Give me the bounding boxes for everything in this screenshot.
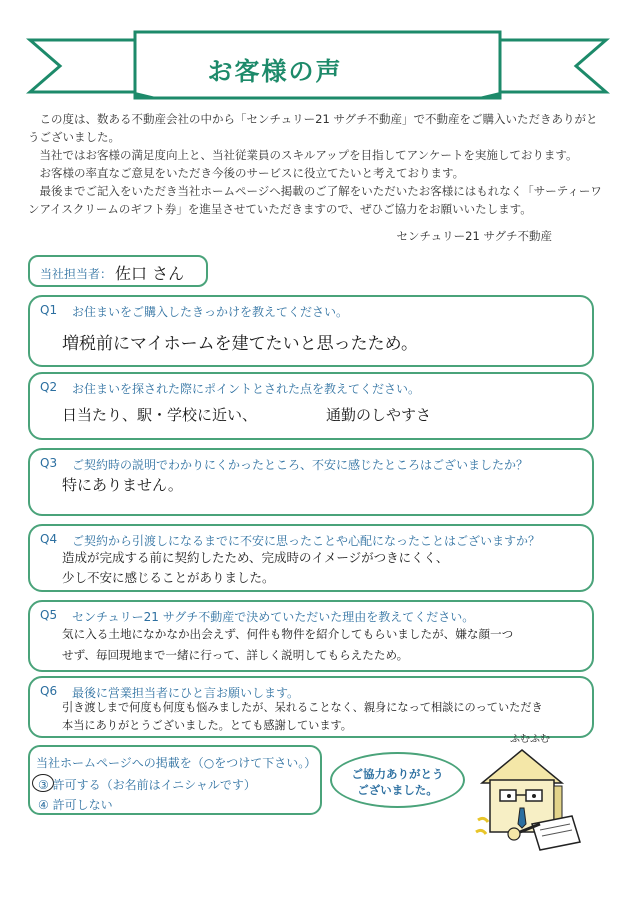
question-box-q4	[28, 524, 594, 592]
thanks-message	[332, 766, 463, 798]
answer-line: 特にありません。	[62, 476, 183, 494]
intro-paragraph: お客様の率直なご意見をいただき今後のサービスに役立てたいと考えております。	[39, 166, 465, 180]
question-number: Q2	[40, 380, 58, 394]
thanks-line: ご協力ありがとう	[351, 767, 444, 781]
intro-paragraph: 当社ではお客様の満足度向上と、当社従業員のスキルアップを目指してアンケートを実施しております。	[39, 148, 578, 162]
thanks-bubble	[330, 752, 465, 808]
answer-line: 日当たり、駅・学校に近い、	[62, 406, 258, 424]
answer-line: 本当にありがとうございました。とても感謝しています。	[62, 719, 352, 732]
question-number: Q5	[40, 608, 58, 622]
question-text: お住まいを探された際にポイントとされた点を教えてください。	[72, 382, 421, 396]
question-number: Q4	[40, 532, 58, 546]
answer-line: 造成が完成する前に契約したため、完成時のイメージがつきにくく、	[62, 550, 449, 565]
consent-option-deny[interactable]: ④ 許可しない	[38, 798, 113, 812]
answer-line: 増税前にマイホームを建てたいと思ったため。	[62, 334, 418, 354]
mascot-caption: ふむふむ	[510, 734, 550, 745]
staff-box	[28, 255, 208, 287]
staff-name: 佐口 さん	[115, 264, 185, 283]
question-text: ご契約から引渡しになるまでに不安に思ったことや心配になったことはございますか？	[72, 534, 541, 548]
answer-line: 引き渡しまで何度も何度も悩みましたが、呆れることなく、親身になって相談にのっていただき	[62, 701, 543, 714]
intro-paragraph: この度は、数ある不動産会社の中から「センチュリー21 サグチ不動産」で不動産をご購入いただきありがとうございました。	[28, 112, 598, 144]
staff-label: 当社担当者：	[40, 267, 113, 281]
consent-box	[28, 745, 322, 815]
question-box-q2	[28, 372, 594, 440]
mascot-house-illustration	[470, 728, 590, 853]
answer-line: 少し不安に感じることがありました。	[62, 570, 275, 585]
answer-line: 気に入る土地になかなか出会えず、何件も物件を紹介してもらいましたが、嫌な顔一つ	[62, 627, 514, 641]
question-text: お住まいをご購入したきっかけを教えてください。	[72, 305, 349, 319]
page-title: お客様の声	[207, 57, 343, 86]
consent-title: 当社ホームページへの掲載を（○をつけて下さい。）	[36, 756, 317, 770]
question-number: Q1	[40, 303, 58, 317]
question-text: ご契約時の説明でわかりにくかったところ、不安に感じたところはございましたか？	[72, 458, 529, 472]
answer-line: 通勤のしやすさ	[326, 406, 432, 424]
question-box-q3	[28, 448, 594, 516]
company-signature: センチュリー21 サグチ不動産	[396, 229, 552, 243]
question-number: Q6	[40, 684, 58, 698]
question-box-q5	[28, 600, 594, 672]
intro-text	[28, 110, 608, 218]
question-number: Q3	[40, 456, 58, 470]
question-text: 最後に営業担当者にひと言お願いします。	[72, 686, 300, 700]
question-text: センチュリー21 サグチ不動産で決めていただいた理由を教えてください。	[72, 610, 475, 624]
question-box-q1	[28, 295, 594, 367]
thanks-line: ございました。	[357, 783, 438, 797]
intro-paragraph: 最後までご記入をいただき当社ホームページへ掲載のご了解をいただいたお客様にはもれなく「サーティーワンアイスクリームのギフト券」を進呈させていただきますので、ぜひご協力をお願いいたします。	[28, 184, 602, 216]
consent-option-allow[interactable]: ③ 許可する（お名前はイニシャルです）	[38, 778, 256, 792]
answer-line: せず、毎回現地まで一緒に行って、詳しく説明してもらえたため。	[62, 648, 409, 662]
